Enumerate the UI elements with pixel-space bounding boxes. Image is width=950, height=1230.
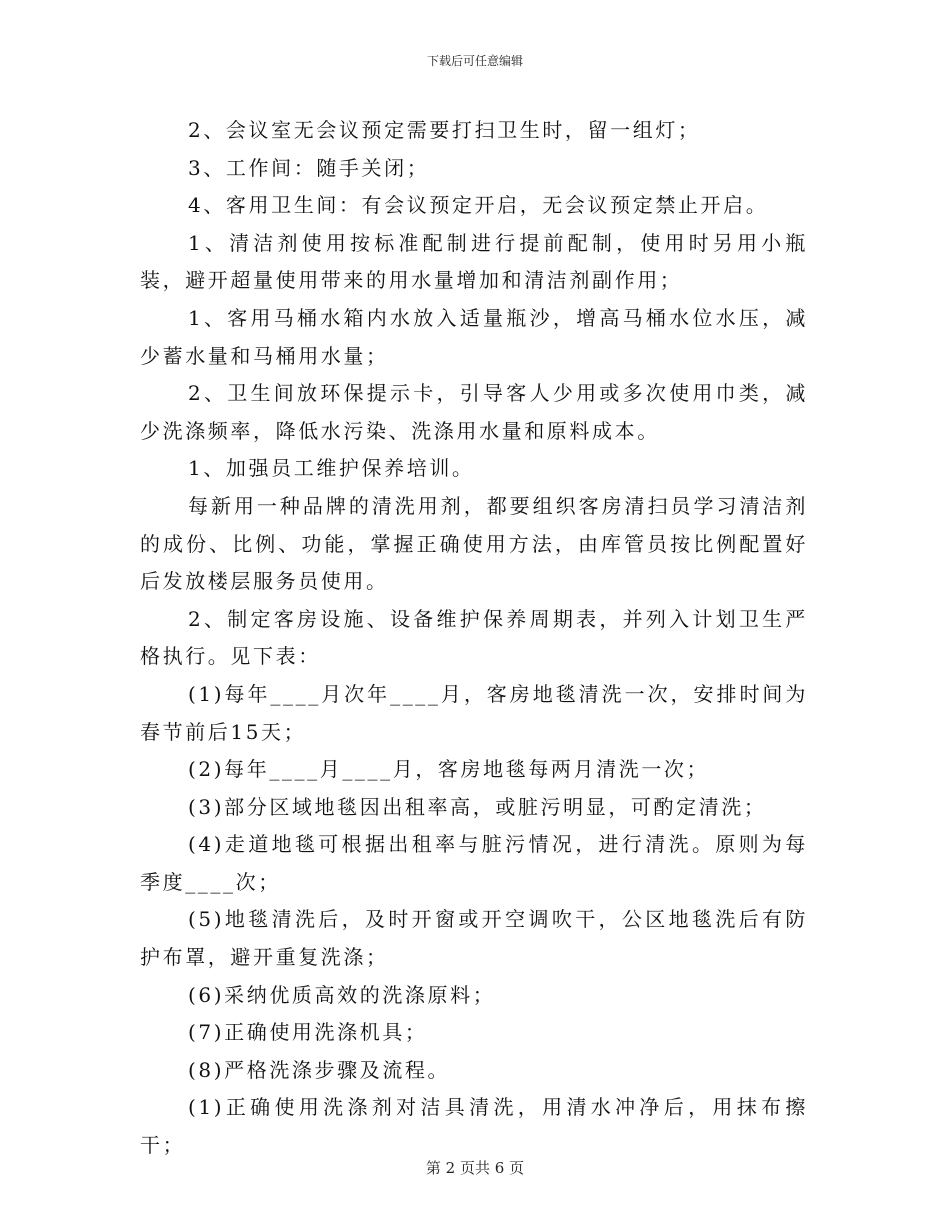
paragraph: (4)走道地毯可根据出租率与脏污情况，进行清洗。原则为每季度____次； [140, 832, 808, 894]
document-body [140, 112, 808, 1165]
paragraph: 1、加强员工维护保养培训。 [188, 456, 475, 481]
paragraph: 4、客用卫生间：有会议预定开启，无会议预定禁止开启。 [188, 193, 769, 218]
paragraph: (2)每年____月____月，客房地毯每两月清洗一次； [188, 757, 710, 782]
paragraph: (1)每年____月次年____月，客房地毯清洗一次，安排时间为春节前后15天； [140, 681, 808, 744]
paragraph: (3)部分区域地毯因出租率高，或脏污明显，可酌定清洗； [188, 794, 767, 819]
paragraph: 2、制定客房设施、设备维护保养周期表，并列入计划卫生严格执行。见下表： [140, 606, 808, 669]
paragraph: (7)正确使用洗涤机具； [188, 1020, 428, 1045]
paragraph: 2、会议室无会议预定需要打扫卫生时，留一组灯； [188, 118, 701, 142]
paragraph: (1)正确使用洗涤剂对洁具清洗，用清水冲净后，用抹布擦干； [140, 1095, 808, 1158]
paragraph: 2、卫生间放环保提示卡，引导客人少用或多次使用巾类，减少洗涤频率，降低水污染、洗涤用水量和原料成本。 [140, 381, 808, 443]
page-footer: 第 2 页共 6 页 [425, 1159, 525, 1177]
page-header: 下载后可任意编辑 [426, 54, 523, 68]
paragraph: 1、清洁剂使用按标准配制进行提前配制，使用时另用小瓶装，避开超量使用带来的用水量增加和清洁剂副作用； [140, 230, 808, 293]
paragraph: (6)采纳优质高效的洗涤原料； [188, 982, 496, 1007]
paragraph: 3、工作间：随手关闭； [188, 155, 430, 180]
paragraph: 1、客用马桶水箱内水放入适量瓶沙，增高马桶水位水压，减少蓄水量和马桶用水量； [140, 305, 808, 368]
paragraph: (5)地毯清洗后，及时开窗或开空调吹干，公区地毯洗后有防护布罩，避开重复洗涤； [140, 907, 808, 970]
paragraph: 每新用一种品牌的清洗用剂，都要组织客房清扫员学习清洁剂的成份、比例、功能，掌握正确使用方法，由库管员按比例配置好后发放楼层服务员使用。 [140, 493, 808, 594]
paragraph: (8)严格洗涤步骤及流程。 [188, 1057, 451, 1082]
